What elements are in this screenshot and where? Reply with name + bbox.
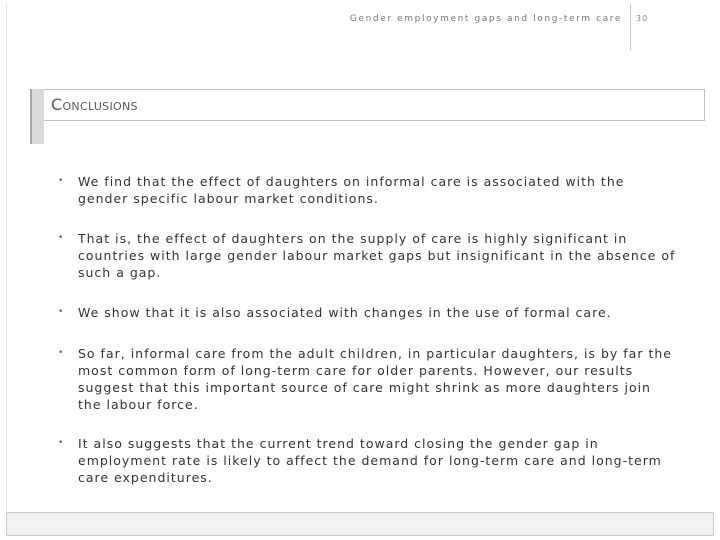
bullet-icon: •: [58, 438, 64, 448]
bullet-text: So far, informal care from the adult children, in particular daughters, is by far the most common form of long-term care for older parents. However, our results suggest that this important source of care might shrink as more daughters join the labour force.: [78, 346, 672, 412]
bullet-icon: •: [58, 233, 64, 243]
bullet-icon: •: [58, 176, 64, 186]
title-accent-bar: [30, 89, 44, 144]
header-divider: [630, 4, 631, 50]
left-frame-line: [6, 4, 7, 512]
slide-title: Conclusions: [51, 95, 138, 114]
bullet-text: That is, the effect of daughters on the supply of care is highly significant in countries with large gender labour market gaps but insignificant in the absence of such a gap.: [78, 231, 676, 280]
bullet-text: We show that it is also associated with changes in the use of formal care.: [78, 305, 612, 320]
bullet-icon: •: [58, 348, 64, 358]
bullet-text: We find that the effect of daughters on informal care is associated with the gender specific labour market conditions.: [78, 174, 625, 206]
footer-bar: [6, 512, 714, 536]
bullet-icon: •: [58, 307, 64, 317]
bullet-text: It also suggests that the current trend toward closing the gender gap in employment rate is likely to affect the demand for long-term care and long-term care expenditures.: [78, 436, 662, 485]
page-number: 30: [636, 14, 649, 23]
header-title: Gender employment gaps and long-term care: [349, 14, 622, 24]
